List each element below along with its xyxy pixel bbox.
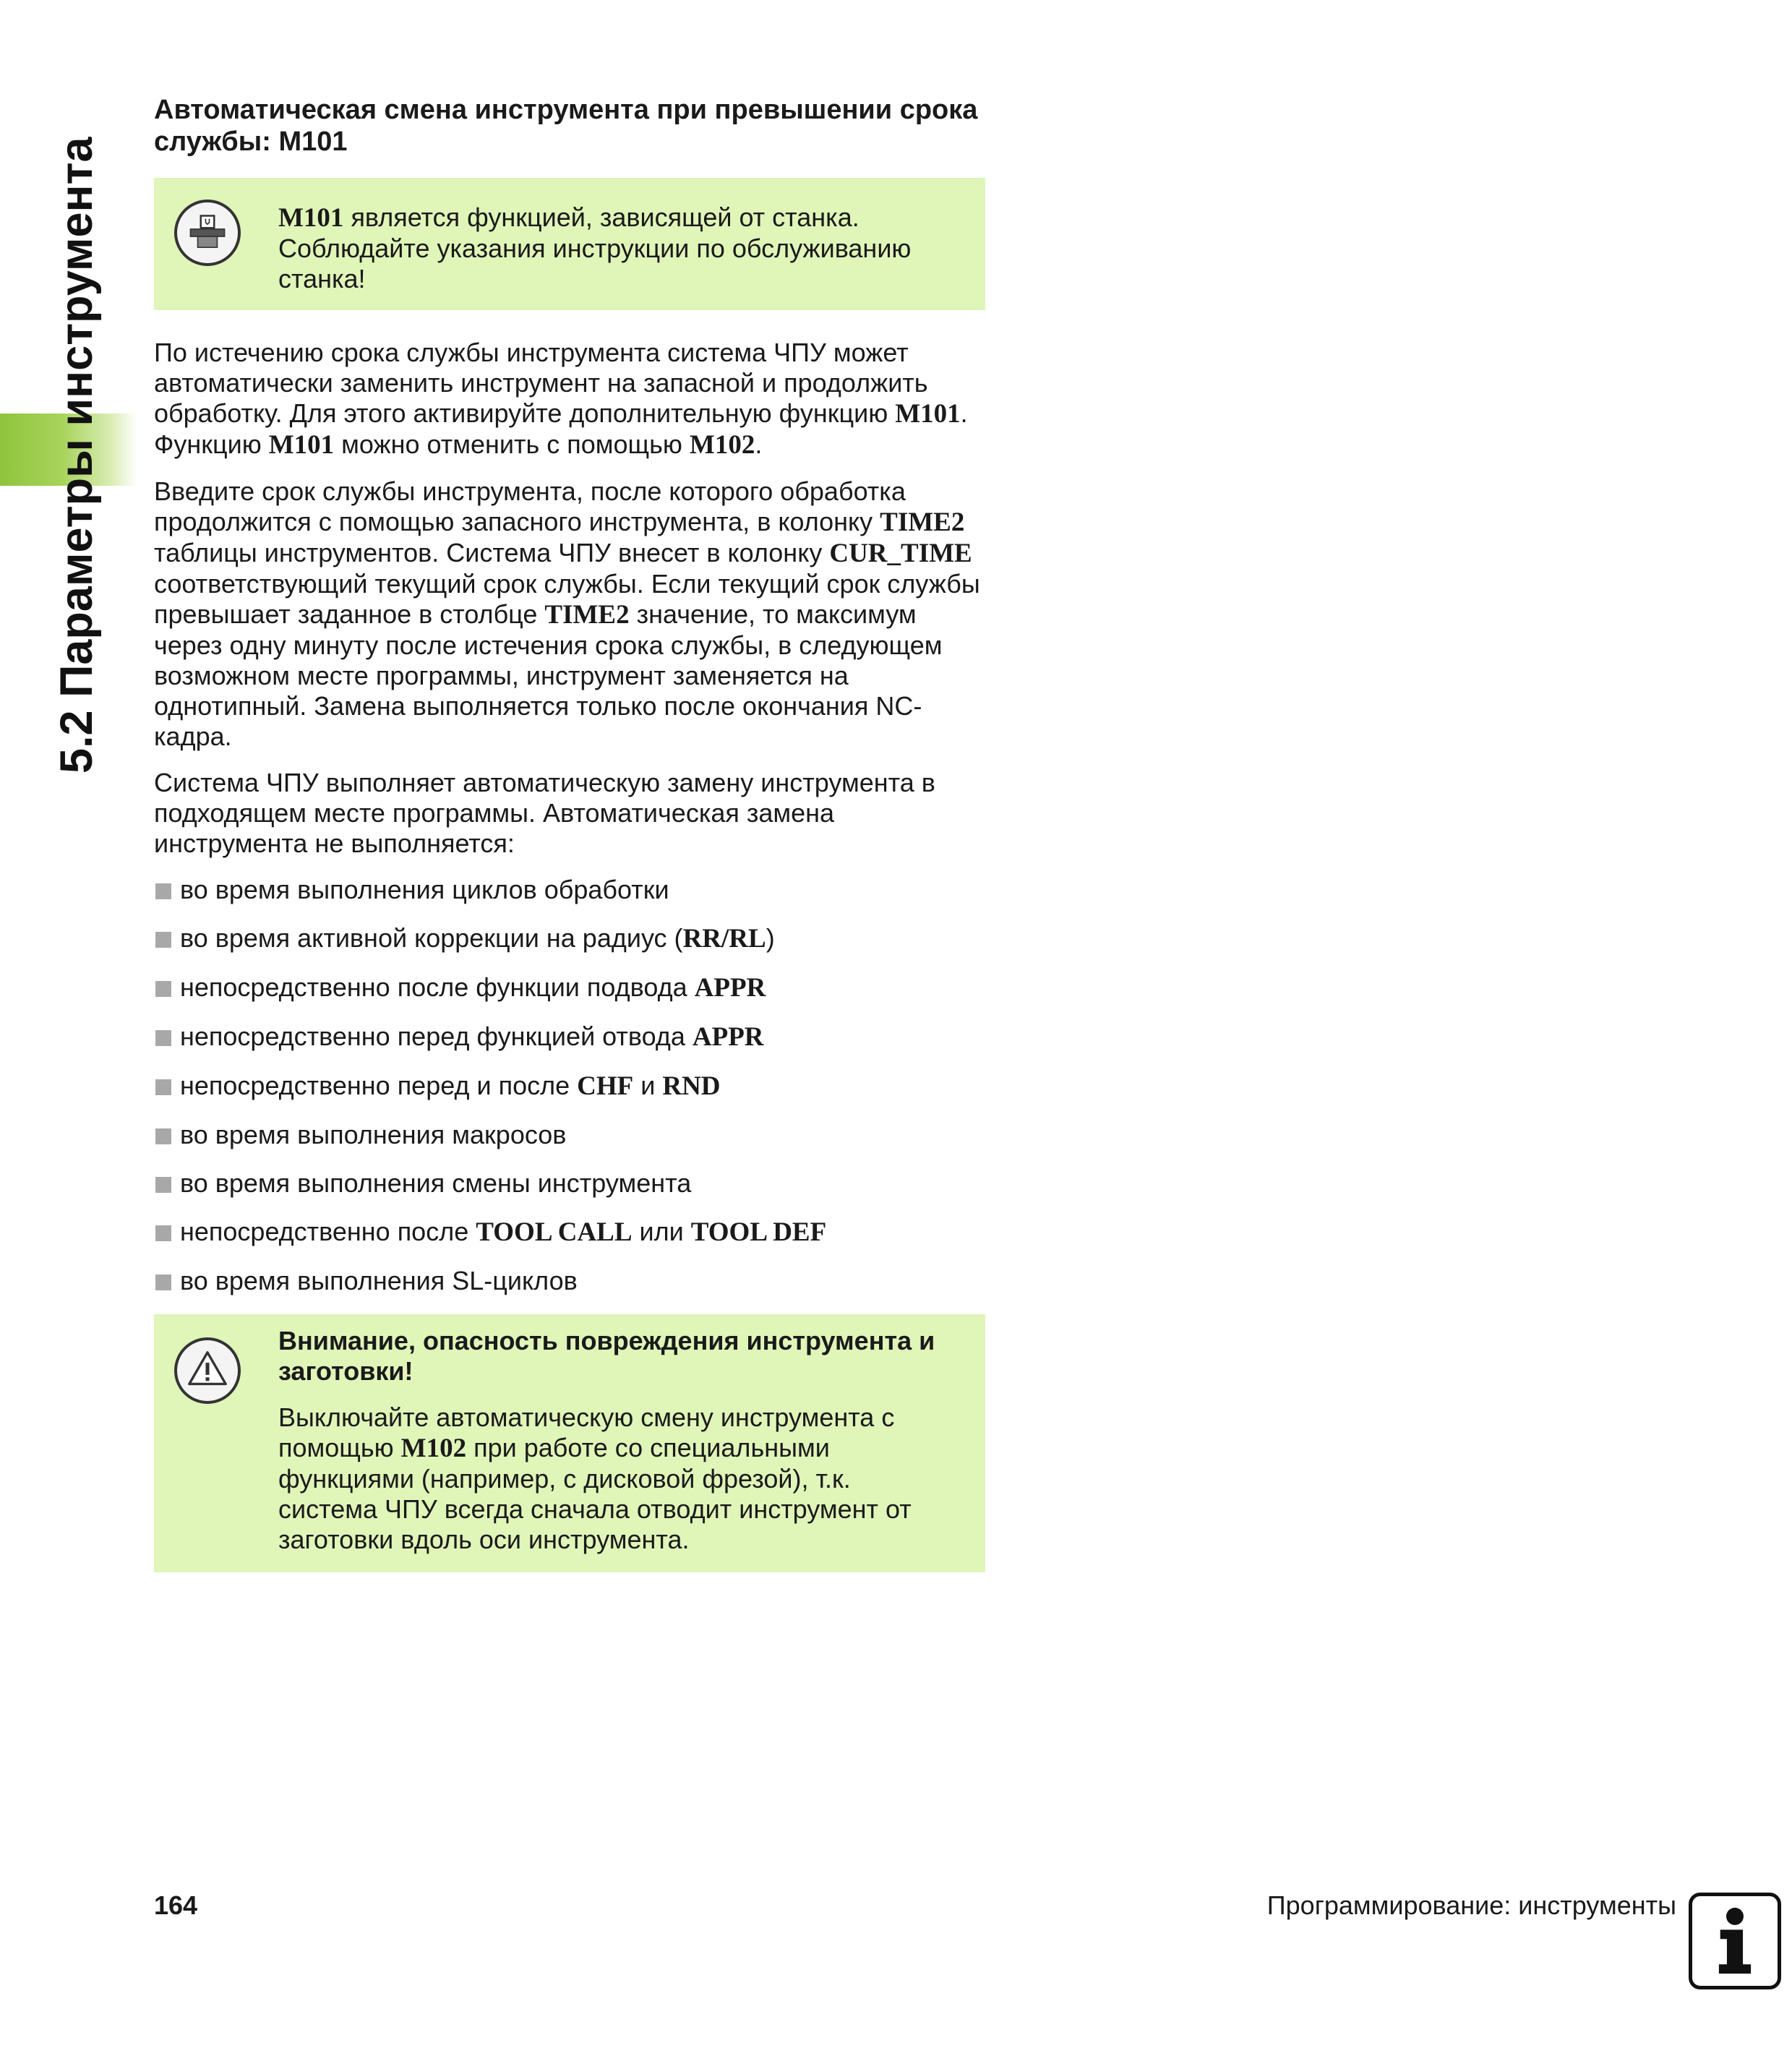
keyword-m102: M102	[689, 430, 755, 460]
warning-box	[154, 1314, 985, 1572]
machine-note-text: M101 является функцией, зависящей от станка. Соблюдайте указания инструкции по обслуживанию станка!	[278, 202, 912, 294]
keyword-m101: M101	[268, 430, 335, 460]
section-side-title: 5.2 Параметры инструмента	[51, 137, 102, 774]
list-item: во время выполнения макросов	[154, 1120, 985, 1150]
keyword-m102: M102	[400, 1434, 467, 1463]
bullet-square-icon	[155, 1030, 171, 1046]
keyword-cur-time: CUR_TIME	[829, 539, 972, 568]
list-item: непосредственно после функции подвода APPR	[154, 972, 985, 1003]
warning-title: Внимание, опасность повреждения инструмента и заготовки!	[278, 1326, 935, 1386]
main-content	[154, 94, 985, 1600]
list-item: во время активной коррекции на радиус (RR/RL)	[154, 923, 985, 954]
list-item: непосредственно перед функцией отвода APPR	[154, 1021, 985, 1053]
paragraph-intro: По истечению срока службы инструмента система ЧПУ может автоматически заменить инструмент на запасной и продолжить обработку. Для этого активируйте дополнительную функцию M101. Функцию M101 можно отменить с помощью M102.	[154, 338, 968, 460]
machine-note-box	[154, 178, 985, 310]
machine-dependent-icon	[174, 200, 241, 266]
paragraph-list-intro: Система ЧПУ выполняет автоматическую замену инструмента в подходящем месте программы. Автоматическая замена инструмента не выполняется:	[154, 768, 935, 858]
section-heading: Автоматическая смена инструмента при превышении срока службы: M101	[154, 95, 978, 157]
bullet-square-icon	[155, 981, 171, 997]
bullet-square-icon	[155, 1128, 171, 1144]
info-icon	[1689, 1893, 1781, 1989]
warning-triangle-icon	[174, 1337, 241, 1404]
keyword-time2: TIME2	[880, 507, 965, 537]
bullet-square-icon	[155, 1225, 171, 1241]
keyword-m101: M101	[895, 399, 961, 429]
bullet-square-icon	[155, 932, 171, 948]
bullet-square-icon	[155, 1177, 171, 1193]
chapter-title: Программирование: инструменты	[1266, 1890, 1676, 1920]
keyword-m101: M101	[278, 203, 344, 233]
exception-list	[154, 875, 985, 1296]
paragraph-time2: Введите срок службы инструмента, после которого обработка продолжится с помощью запасного инструмента, в колонку TIME2 таблицы инструментов. Система ЧПУ внесет в колонку CUR_TIME соответствующий текущий срок службы. Если текущий срок службы превышает заданное в столбце TIME2 значение, то максимум через одну минуту после истечения срока службы, в следующем возможном месте программы, инструмент заменяется на однотипный. Замена выполняется только после окончания NC-кадра.	[154, 476, 980, 751]
keyword-time2: TIME2	[544, 600, 630, 630]
bullet-square-icon	[155, 1274, 171, 1290]
bullet-square-icon	[155, 883, 171, 899]
list-item: во время выполнения смены инструмента	[154, 1168, 985, 1199]
warning-text: Выключайте автоматическую смену инструмента с помощью M102 при работе со специальными функциями (например, с дисковой фрезой), т.к. система ЧПУ всегда сначала отводит инструмент от заготовки вдоль оси инструмента.	[278, 1402, 912, 1554]
page-number: 164	[154, 1890, 198, 1920]
list-item: непосредственно перед и после CHF и RND	[154, 1071, 985, 1102]
list-item: во время выполнения циклов обработки	[154, 875, 985, 905]
list-item: непосредственно после TOOL CALL или TOOL DEF	[154, 1217, 985, 1248]
list-item: во время выполнения SL-циклов	[154, 1266, 985, 1296]
bullet-square-icon	[155, 1079, 171, 1095]
